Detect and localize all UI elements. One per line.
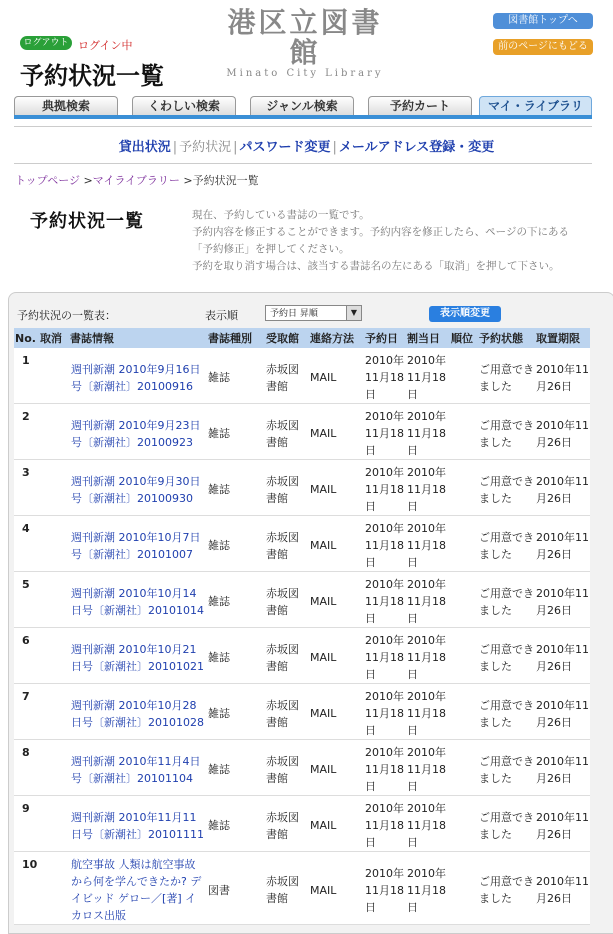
breadcrumb-current: 予約状況一覧 — [192, 174, 259, 187]
reservation-status: ご用意できました — [478, 796, 535, 852]
breadcrumb-top[interactable]: トップページ — [15, 174, 81, 187]
bibliographic-title-link[interactable] — [69, 460, 207, 516]
list-label: 予約状況の一覧表： — [17, 309, 116, 322]
queue-rank — [450, 460, 478, 516]
assigned-date: 2010年11月18日 — [406, 348, 450, 404]
reserve-date: 2010年11月18日 — [364, 460, 406, 516]
row-number: 2 — [14, 404, 39, 460]
material-type: 雑誌 — [207, 460, 265, 516]
reservation-status: ご用意できました — [478, 684, 535, 740]
page-title: 予約状況一覧 — [20, 62, 164, 90]
tab-authority-search[interactable]: 典拠検索 — [14, 96, 118, 115]
cancel-cell[interactable] — [39, 572, 69, 628]
logo-japanese: 港区立図書館 — [227, 6, 383, 69]
column-header: 取消 — [39, 328, 69, 348]
queue-rank — [450, 404, 478, 460]
breadcrumb — [15, 172, 259, 188]
library-logo[interactable] — [220, 8, 390, 79]
pickup-library: 赤坂図書館 — [265, 572, 309, 628]
pickup-library: 赤坂図書館 — [265, 740, 309, 796]
row-number: 5 — [14, 572, 39, 628]
queue-rank — [450, 572, 478, 628]
reserve-date: 2010年11月18日 — [364, 796, 406, 852]
queue-rank — [450, 684, 478, 740]
back-button[interactable]: 前のページにもどる — [493, 39, 593, 55]
queue-rank — [450, 628, 478, 684]
row-number: 7 — [14, 684, 39, 740]
cancel-cell[interactable] — [39, 348, 69, 404]
sort-change-button[interactable]: 表示順変更 — [429, 306, 501, 322]
table-row — [14, 796, 590, 852]
reservation-status: ご用意できました — [478, 404, 535, 460]
row-number: 10 — [14, 852, 39, 925]
bibliographic-title-link[interactable] — [69, 740, 207, 796]
row-number: 1 — [14, 348, 39, 404]
assigned-date: 2010年11月18日 — [406, 460, 450, 516]
contact-method: MAIL — [309, 628, 364, 684]
column-header: 書誌種別 — [207, 328, 265, 348]
separator: | — [172, 140, 178, 155]
sort-label: 表示順 — [205, 309, 238, 322]
row-number: 8 — [14, 740, 39, 796]
section-title: 予約状況一覧 — [30, 211, 144, 232]
pickup-library: 赤坂図書館 — [265, 348, 309, 404]
table-row — [14, 684, 590, 740]
title-link-text[interactable]: 週刊新潮 2010年11月4日号〔新潮社〕20101104 — [71, 754, 201, 785]
separator: | — [332, 140, 337, 155]
column-header: 予約状態 — [478, 328, 535, 348]
column-header: 受取館 — [265, 328, 309, 348]
reserve-date: 2010年11月18日 — [364, 740, 406, 796]
tab-reserve-cart[interactable]: 予約カート — [368, 96, 472, 115]
hold-deadline: 2010年11月26日 — [535, 684, 590, 740]
hold-deadline: 2010年11月26日 — [535, 852, 590, 925]
assigned-date: 2010年11月18日 — [406, 852, 450, 925]
material-type: 雑誌 — [207, 684, 265, 740]
table-row — [14, 404, 590, 460]
queue-rank — [450, 852, 478, 925]
bibliographic-title-link[interactable] — [69, 628, 207, 684]
logo-english: Minato City Library — [226, 68, 384, 79]
breadcrumb-mylibrary[interactable]: マイライブラリー — [92, 174, 180, 187]
contact-method: MAIL — [309, 348, 364, 404]
cancel-cell[interactable] — [39, 460, 69, 516]
cancel-cell[interactable] — [39, 796, 69, 852]
pickup-library: 赤坂図書館 — [265, 684, 309, 740]
title-link-text[interactable]: 航空事故 人類は航空事故から何を学んできたか? デイビッド ゲロー／[著] イカロス出版 — [71, 858, 202, 922]
pickup-library: 赤坂図書館 — [265, 796, 309, 852]
reserve-date: 2010年11月18日 — [364, 628, 406, 684]
row-number: 3 — [14, 460, 39, 516]
reserve-date: 2010年11月18日 — [364, 404, 406, 460]
hold-deadline: 2010年11月26日 — [535, 460, 590, 516]
table-row — [14, 348, 590, 404]
reservation-status: ご用意できました — [478, 348, 535, 404]
contact-method: MAIL — [309, 516, 364, 572]
bibliographic-title-link[interactable] — [69, 348, 207, 404]
column-header: 予約日 — [364, 328, 406, 348]
hold-deadline: 2010年11月26日 — [535, 404, 590, 460]
reserve-date: 2010年11月18日 — [364, 572, 406, 628]
bibliographic-title-link[interactable] — [69, 404, 207, 460]
queue-rank — [450, 516, 478, 572]
subnav-password[interactable]: パスワード変更 — [239, 140, 331, 155]
assigned-date: 2010年11月18日 — [406, 572, 450, 628]
contact-method: MAIL — [309, 460, 364, 516]
material-type: 雑誌 — [207, 796, 265, 852]
subnav-reservations: 予約状況 — [179, 140, 232, 155]
section-description — [192, 207, 587, 275]
pickup-library: 赤坂図書館 — [265, 460, 309, 516]
material-type: 雑誌 — [207, 516, 265, 572]
material-type: 図書 — [207, 852, 265, 925]
tab-detailed-search[interactable]: くわしい検索 — [132, 96, 236, 115]
library-top-button[interactable]: 図書館トップへ — [493, 13, 593, 29]
cancel-cell[interactable] — [39, 852, 69, 925]
reservation-status: ご用意できました — [478, 740, 535, 796]
sort-order-select[interactable] — [265, 305, 362, 321]
material-type: 雑誌 — [207, 740, 265, 796]
cancel-cell[interactable] — [39, 628, 69, 684]
contact-method: MAIL — [309, 852, 364, 925]
reserve-date: 2010年11月18日 — [364, 852, 406, 925]
queue-rank — [450, 740, 478, 796]
title-link-text[interactable]: 週刊新潮 2010年9月30日号〔新潮社〕20100930 — [71, 474, 201, 505]
logout-button[interactable]: ログアウト — [20, 36, 72, 50]
assigned-date: 2010年11月18日 — [406, 516, 450, 572]
reservation-status: ご用意できました — [478, 516, 535, 572]
assigned-date: 2010年11月18日 — [406, 628, 450, 684]
title-link-text[interactable]: 週刊新潮 2010年10月28日号〔新潮社〕20101028 — [71, 698, 204, 729]
title-link-text[interactable]: 週刊新潮 2010年9月16日号〔新潮社〕20100916 — [71, 362, 201, 393]
table-row — [14, 740, 590, 796]
bibliographic-title-link[interactable] — [69, 852, 207, 925]
column-header: 順位 — [450, 328, 478, 348]
title-link-text[interactable]: 週刊新潮 2010年9月23日号〔新潮社〕20100923 — [71, 418, 201, 449]
reserve-date: 2010年11月18日 — [364, 516, 406, 572]
material-type: 雑誌 — [207, 404, 265, 460]
chevron-down-icon[interactable]: ▼ — [346, 306, 361, 320]
pickup-library: 赤坂図書館 — [265, 852, 309, 925]
table-row — [14, 628, 590, 684]
sort-selected-value: 予約日 昇順 — [270, 309, 318, 319]
table-header-row — [14, 328, 590, 348]
table-row — [14, 516, 590, 572]
title-link-text[interactable]: 週刊新潮 2010年10月14日号〔新潮社〕20101014 — [71, 586, 204, 617]
description-line: 現在、予約している書誌の一覧です。 — [192, 209, 370, 221]
cancel-cell[interactable] — [39, 740, 69, 796]
divider — [14, 126, 592, 127]
pickup-library: 赤坂図書館 — [265, 628, 309, 684]
hold-deadline: 2010年11月26日 — [535, 796, 590, 852]
cancel-cell[interactable] — [39, 516, 69, 572]
separator: | — [233, 140, 238, 155]
breadcrumb-sep: > — [80, 174, 93, 187]
title-link-text[interactable]: 週刊新潮 2010年10月7日号〔新潮社〕20101007 — [71, 530, 201, 561]
hold-deadline: 2010年11月26日 — [535, 348, 590, 404]
assigned-date: 2010年11月18日 — [406, 684, 450, 740]
contact-method: MAIL — [309, 404, 364, 460]
row-number: 4 — [14, 516, 39, 572]
column-header: No. — [14, 328, 39, 348]
description-line: 予約を取り消す場合は、該当する書誌名の左にある「取消」を押して下さい。 — [192, 260, 560, 272]
assigned-date: 2010年11月18日 — [406, 740, 450, 796]
row-number: 9 — [14, 796, 39, 852]
reserve-date: 2010年11月18日 — [364, 348, 406, 404]
column-header: 取置期限 — [535, 328, 590, 348]
material-type: 雑誌 — [207, 348, 265, 404]
bibliographic-title-link[interactable] — [69, 516, 207, 572]
row-number: 6 — [14, 628, 39, 684]
main-tabs — [14, 95, 592, 119]
subnav-email[interactable]: メールアドレス登録・変更 — [338, 140, 495, 155]
contact-method: MAIL — [309, 740, 364, 796]
reservation-status: ご用意できました — [478, 628, 535, 684]
pickup-library: 赤坂図書館 — [265, 404, 309, 460]
description-line: 予約内容を修正することができます。予約内容を修正したら、ページの下にある「予約修正」を押してください。 — [192, 226, 569, 255]
table-row — [14, 460, 590, 516]
cancel-cell[interactable] — [39, 684, 69, 740]
reservation-status: ご用意できました — [478, 460, 535, 516]
queue-rank — [450, 796, 478, 852]
table-row — [14, 852, 590, 925]
material-type: 雑誌 — [207, 628, 265, 684]
hold-deadline: 2010年11月26日 — [535, 740, 590, 796]
reserve-date: 2010年11月18日 — [364, 684, 406, 740]
contact-method: MAIL — [309, 572, 364, 628]
assigned-date: 2010年11月18日 — [406, 404, 450, 460]
contact-method: MAIL — [309, 684, 364, 740]
material-type: 雑誌 — [207, 572, 265, 628]
column-header: 割当日 — [406, 328, 450, 348]
queue-rank — [450, 348, 478, 404]
bibliographic-title-link[interactable] — [69, 684, 207, 740]
hold-deadline: 2010年11月26日 — [535, 628, 590, 684]
pickup-library: 赤坂図書館 — [265, 516, 309, 572]
tab-genre-search[interactable]: ジャンル検索 — [250, 96, 354, 115]
title-link-text[interactable]: 週刊新潮 2010年11月11日号〔新潮社〕20101111 — [71, 810, 204, 841]
breadcrumb-sep: > — [179, 174, 193, 187]
assigned-date: 2010年11月18日 — [406, 796, 450, 852]
login-status: ログイン中 — [78, 39, 133, 52]
tab-my-library[interactable]: マイ・ライブラリ — [479, 96, 592, 115]
table-row — [14, 572, 590, 628]
title-link-text[interactable]: 週刊新潮 2010年10月21日号〔新潮社〕20101021 — [71, 642, 204, 673]
reservation-status: ご用意できました — [478, 852, 535, 925]
hold-deadline: 2010年11月26日 — [535, 516, 590, 572]
divider — [14, 163, 592, 164]
reservation-status: ご用意できました — [478, 572, 535, 628]
subnav-loans[interactable]: 貸出状況 — [118, 140, 171, 155]
bibliographic-title-link[interactable] — [69, 572, 207, 628]
tab-bar — [14, 115, 592, 119]
hold-deadline: 2010年11月26日 — [535, 572, 590, 628]
reservation-table — [14, 328, 590, 925]
column-header: 書誌情報 — [69, 328, 207, 348]
column-header: 連絡方法 — [309, 328, 364, 348]
bibliographic-title-link[interactable] — [69, 796, 207, 852]
contact-method: MAIL — [309, 796, 364, 852]
cancel-cell[interactable] — [39, 404, 69, 460]
sub-navigation — [0, 136, 613, 155]
